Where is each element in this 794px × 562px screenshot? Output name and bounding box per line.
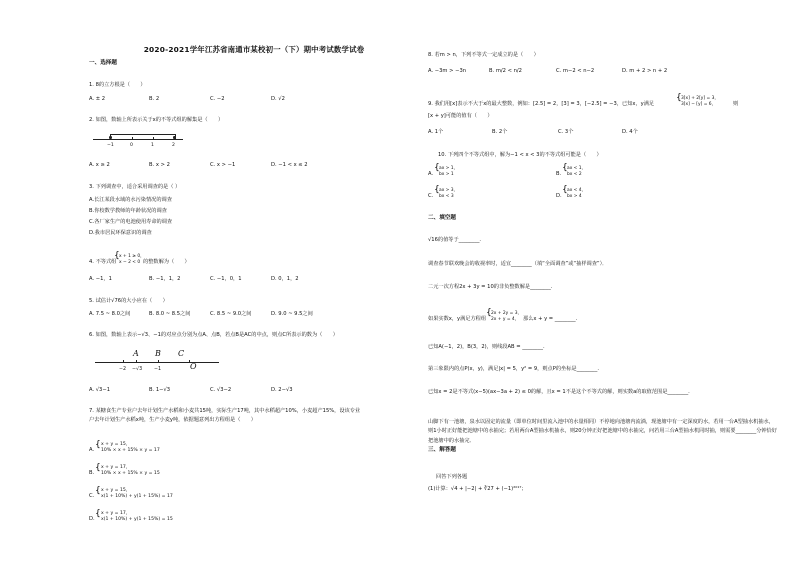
q2-option-c: C. x > −1 <box>210 162 236 168</box>
q1-option-a: A. ± 2 <box>89 96 106 102</box>
q2-option-b: B. x > 2 <box>149 162 170 168</box>
fill-q5: 已知A(−1，2)，B(3，2)，则线段AB = ________. <box>428 344 545 350</box>
q9-option-b: B. 2个 <box>492 129 508 135</box>
q4-option-a: A. −1，1 <box>89 276 112 282</box>
q8-option-a: A. −3m > −3n <box>428 68 467 74</box>
fill-q4-system-top: 2x + 2y = 3， <box>491 311 522 316</box>
q6-point-c: C <box>178 349 185 358</box>
q10-stem: 10. 下列四个不等式组中，解为−1 < x < 3的不等式组可能是（ ） <box>438 152 602 158</box>
q4-option-b: B. −1，1，2 <box>149 276 181 282</box>
q3-stem: 3. 下列调查中，适合采用调查的是（ ） <box>89 184 181 190</box>
section-choice-title: 一、选择题 <box>89 60 117 66</box>
q1-stem: 1. 8的立方根是（ ） <box>89 82 146 88</box>
section-fill-title: 二、填空题 <box>428 215 456 221</box>
answer-title: 回答下列各题 <box>436 474 468 480</box>
answer-q1: (1)计算：√4 + |−2| + ∛27 + (−1)²⁰¹⁷； <box>428 486 527 492</box>
fill-q1: √16的值等于________. <box>428 237 482 243</box>
q4-brace: { <box>114 251 120 261</box>
q2-axis-label: 1 <box>151 143 154 148</box>
q5-option-d: D. 9.0 ~ 9.5之间 <box>271 311 313 317</box>
fill-q4-pre: 如果实数x，y满足方程组 <box>428 316 487 322</box>
q2-option-d: D. −1 < x ≤ 2 <box>271 162 308 168</box>
fill-q4-system-bottom: 2x + y = 4， <box>491 317 520 322</box>
q9-option-a: A. 1个 <box>428 129 444 135</box>
q9-option-d: D. 4个 <box>622 129 638 135</box>
q5-stem: 5. 试估计√76的大小应在（ ） <box>89 298 168 304</box>
q6-stem: 6. 如图，数轴上表示−√3、−1的对应点分别为点A、点B，若点B是AC的中点，则点C所表示的数为（ ） <box>89 332 338 338</box>
q4-option-d: D. 0，1，2 <box>271 276 299 282</box>
fill-q3: 二元一次方程2x + 3y = 10的非负整数解是________. <box>428 284 553 290</box>
page-title: 2020-2021学年江苏省南通市某校初一（下）期中考试数学试卷 <box>143 45 365 54</box>
q2-solution-bracket <box>110 134 176 139</box>
q4-system-top: x + 1 ≥ 0， <box>119 254 145 259</box>
q9-system-bottom: 3[x] − [y] = 6， <box>681 102 716 107</box>
q4-stem-b: 的整数解为（ ） <box>143 259 190 265</box>
q6-point-o: O <box>190 362 197 371</box>
q1-option-d: D. √2 <box>271 96 285 102</box>
q4-option-c: C. −1，0，1 <box>210 276 242 282</box>
q6-option-a: A. √3−1 <box>89 387 111 393</box>
q6-point-b: B <box>155 349 161 358</box>
q3-option-d: D.我市居民环保意识的调查 <box>89 230 152 236</box>
q6-option-d: D. 2−√3 <box>271 387 293 393</box>
section-answer-title: 三、解答题 <box>428 447 456 453</box>
q5-option-c: C. 8.5 ~ 9.0之间 <box>210 311 252 317</box>
q8-stem: 8. 若m > n，下列不等式一定成立的是（ ） <box>428 52 539 58</box>
q6-axis-label: −1 <box>154 367 162 372</box>
q9-stem-c: [x + y]可能的值有（ ） <box>428 113 493 119</box>
q2-option-a: A. x ≥ 2 <box>89 162 110 168</box>
q4-system-bottom: x − 2 < 0 <box>119 260 141 265</box>
q2-axis-label: −1 <box>107 143 114 148</box>
q9-brace: { <box>676 93 682 103</box>
exam-page: 2020-2021学年江苏省南通市某校初一（下）期中考试数学试卷 一、选择题 1. 8的立方根是（ ） A. ± 2 B. 2 C. −2 D. √2 2. 如图，数轴上所表示关于x的不等式组的解集是（ ） −1 0 1 2 A. x ≥ 2 B. x > 2 C. x > −1 D. −1 < x ≤ 2 3. 下列调查中，适合采用调查的是（ ） A.长江某段水域的水污染情况的调查 B.你校数学教师的年龄状况的调查 C.各厂家生产的电池使用寿命的调查 D.我市居民环保意识的调查 4. 不等式组 { x + 1 ≥ 0， x − 2 < 0 的整数解为（ ） A. −1，1 B. −1，1，2 C. −1，0，1 D. 0，1，2 5. 试估计√76的大小应在（ ） A. 7.5 ~ 8.0之间 B. 8.0 ~ 8.5之间 C. 8.5 ~ 9.0之间 D. 9.0 ~ 9.5之间 6. 如图，数轴上表示−√3、−1的对应点分别为点A、点B，若点B是AC的中点，则点C所表示的数为（ ） A B C O −2 −√3 −1 A. √3−1 B. 1−√3 C. √3−2 D. 2−√3 7. 某糖食生产专业户去年计划生产水稻和小麦共15吨，实际生产17吨，其中水稻超产10%，小麦超产15%，设该专业户去年计划生产水稻x吨，生产小麦y吨，依据题意列出方程组是（ ） A. { x + y = 15， 10% × x + 15% × y = 17 B. { x + y = 17， 10% × x + 15% × y = 15 C. { x + y = 15， x(1 + 10%) + y(1 + 15%) = 17 D. { x + y = 17， x(1 + 10%) + y(1 + 15%) = 15 8. 若m > n，下列不等式一定成立的是（ ） A. −3m > −3n B. m/2 < n/2 C. m−2 < n−2 D. m + 2 > n + 2 9. 我们用[x]表示不大于x的最大整数，例如：[2.5] = 2，[3] = 3，[−2.5] = −3，已知x，y满足 { 3[x] + 2[y] = 3， 3[x] − [y] = 6， 则 [x + y]可能的值有（ ） A. 1个 B. 2个 C. 3个 D. 4个 10. 下列四个不等式组中，解为−1 < x < 3的不等式组可能是（ ） A. { ax > 1， bx > 1 B. { ax < 1， bx < 2 C. { ax > 3， bx < 3 D. { ax < 4， bx > 4 二、填空题 √16的值等于________. 调查春节联欢晚会的收视率时，适宜________（填“全面调查”或“抽样调查”）． 二元一次方程2x + 3y = 10的非负整数解是________. 如果实数x，y满足方程组 { 2x + 2y = 3， 2x + y = 4， 那么x + y = ________. 已知A(−1，2)，B(3，2)，则线段AB = ________. 第三象限内的点P(x，y)，满足|x| = 5，y² = 9，则点P的坐标是________. 已知x = 2是不等式(x−5)(ax−3a + 2) ≤ 0的解，且x = 1不是这个不等式的解，则实数a的取值范围是________. 山脚下有一池塘，泉水以固定的流量（即单位时间里流入池中的水量相同）不停地向池塘内流淌，现池塘中有一定深度的水，若用一台A型抽水机抽水，则1小时正好能把池塘中的水抽完；若用两台A型抽水机抽水，则20分钟正好把池塘中的水抽完，问若用三台A型抽水机同时抽，则需要________分钟恰好把池塘中的水抽完． 三、解答题 回答下列各题 (1)计算：√4 + |−2| + ∛27 + (−1)²⁰¹⁷； <box>89 45 777 522</box>
q3-option-c: C.各厂家生产的电池使用寿命的调查 <box>89 219 173 225</box>
q8-option-d: D. m + 2 > n + 2 <box>622 68 668 74</box>
fill-q4-post: 那么x + y = ________. <box>523 316 578 322</box>
q3-option-a: A.长江某段水域的水污染情况的调查 <box>89 197 172 203</box>
q8-option-b: B. m/2 < n/2 <box>489 68 522 74</box>
fill-q8: 山脚下有一池塘，泉水以固定的流量（即单位时间里流入池中的水量相同）不停地向池塘内流淌，现池塘中有一定深度的水，若用一台A型抽水机抽水，则1小时正好能把池塘中的水抽完；若用两台A型抽水机抽水，则20分钟正好把池塘中的水抽完，问若用三台A型抽水机同时抽，则需要________分钟恰好把池塘中的水抽完． <box>428 419 777 444</box>
q2-axis-label: 2 <box>172 143 175 148</box>
q1-option-c: C. −2 <box>210 96 225 102</box>
q2-axis-label: 0 <box>130 143 133 148</box>
q9-stem: 9. 我们用[x]表示不大于x的最大整数，例如：[2.5] = 2，[3] = 3，[−2.5] = −3，已知x，y满足 <box>428 101 655 107</box>
q6-point-a: A <box>133 349 139 358</box>
q9-system-top: 3[x] + 2[y] = 3， <box>681 96 719 101</box>
q5-option-b: B. 8.0 ~ 8.5之间 <box>149 311 191 317</box>
q6-axis-label: −2 <box>119 367 127 372</box>
fill-q2: 调查春节联欢晚会的收视率时，适宜________（填“全面调查”或“抽样调查”）． <box>428 261 608 267</box>
fill-q7: 已知x = 2是不等式(x−5)(ax−3a + 2) ≤ 0的解，且x = 1不是这个不等式的解，则实数a的取值范围是________. <box>428 389 690 395</box>
q9-stem-b: 则 <box>733 101 739 107</box>
q8-option-c: C. m−2 < n−2 <box>556 68 595 74</box>
fill-q4-brace: { <box>486 308 492 318</box>
q6-option-b: B. 1−√3 <box>149 387 171 393</box>
q4-stem-a: 4. 不等式组 <box>89 259 117 265</box>
fill-q6: 第三象限内的点P(x，y)，满足|x| = 5，y² = 9，则点P的坐标是________. <box>428 366 600 372</box>
q6-axis-label: −√3 <box>132 367 143 372</box>
q3-option-b: B.你校数学教师的年龄状况的调查 <box>89 208 167 214</box>
q2-stem: 2. 如图，数轴上所表示关于x的不等式组的解集是（ ） <box>89 117 224 123</box>
q9-option-c: C. 3个 <box>558 129 574 135</box>
q5-option-a: A. 7.5 ~ 8.0之间 <box>89 311 131 317</box>
q6-option-c: C. √3−2 <box>210 387 232 393</box>
q7-stem: 7. 某糖食生产专业户去年计划生产水稻和小麦共15吨，实际生产17吨，其中水稻超产10%，小麦超产15%，设该专业户去年计划生产水稻x吨，生产小麦y吨，依据题意列出方程组是（ ） <box>89 408 361 424</box>
q1-option-b: B. 2 <box>149 96 160 102</box>
